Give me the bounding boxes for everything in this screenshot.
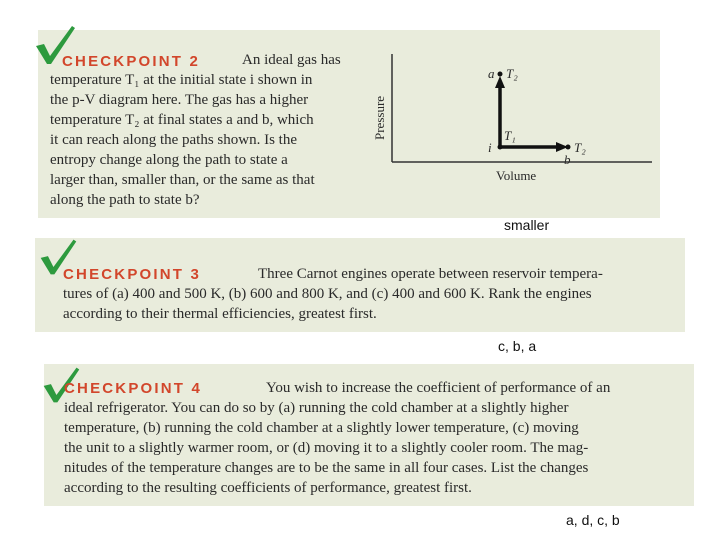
point-b-label: b (564, 152, 571, 167)
checkpoint-2-line: temperature T₂ at final states a and b, which (50, 112, 314, 128)
arrow-up-icon (495, 76, 505, 88)
point-a-temp: T₂ (506, 66, 518, 81)
checkpoint-2-line: larger than, smaller than, or the same as that (50, 172, 315, 188)
checkpoint-4-panel (44, 364, 694, 506)
checkpoint-4-line: nitudes of the temperature changes are to be the same in all four cases. List the changes (64, 460, 589, 476)
pv-diagram (368, 50, 658, 185)
point-i-label: i (488, 140, 492, 155)
checkpoint-2-line: An ideal gas has (242, 52, 341, 68)
checkpoint-3-heading: CHECKPOINT 3 (63, 266, 202, 283)
checkpoint-4-line: ideal refrigerator. You can do so by (a) running the cold chamber at a slightly higher (64, 400, 569, 416)
checkpoint-4-line: You wish to increase the coefficient of performance of an (266, 380, 611, 396)
checkpoint-4-line: the unit to a slightly warmer room, or (d) moving it to a slightly cooler room. The mag- (64, 440, 589, 456)
checkpoint-2-line: entropy change along the path to state a (50, 152, 288, 168)
checkpoint-3-line: according to their thermal efficiencies, greatest first. (63, 306, 377, 322)
checkpoint-3-panel (35, 238, 685, 332)
checkpoint-2-panel (38, 30, 660, 218)
checkpoint-4-heading: CHECKPOINT 4 (64, 380, 203, 397)
checkpoint-4-line: according to the resulting coefficients of performance, greatest first. (64, 480, 472, 496)
point-a-label: a (488, 66, 495, 81)
checkpoint-4-line: temperature, (b) running the cold chamber at a slightly lower temperature, (c) moving (64, 420, 579, 436)
y-axis-label: Pressure (372, 95, 387, 140)
checkpoint-2-line: along the path to state b? (50, 192, 200, 208)
checkpoint-2-line: the p-V diagram here. The gas has a higher (50, 92, 309, 108)
checkpoint-2-line: it can reach along the paths shown. Is the (50, 132, 298, 148)
checkpoint-3-answer: c, b, a (498, 338, 537, 354)
checkpoint-2-heading: CHECKPOINT 2 (62, 53, 201, 70)
checkpoint-3-line: tures of (a) 400 and 500 K, (b) 600 and 800 K, and (c) 400 and 600 K. Rank the engines (63, 286, 592, 302)
point-b (566, 145, 571, 150)
point-b-temp: T₂ (574, 140, 586, 155)
point-i-temp: T₁ (504, 128, 516, 143)
point-i (498, 145, 503, 150)
checkpoint-4-answer: a, d, c, b (566, 512, 620, 528)
point-a (498, 72, 503, 77)
x-axis-label: Volume (496, 168, 537, 183)
checkpoint-2-answer: smaller (504, 217, 550, 233)
checkpoint-3-line: Three Carnot engines operate between reservoir tempera- (258, 266, 603, 282)
checkpoint-2-line: temperature T₁ at the initial state i shown in (50, 72, 313, 88)
